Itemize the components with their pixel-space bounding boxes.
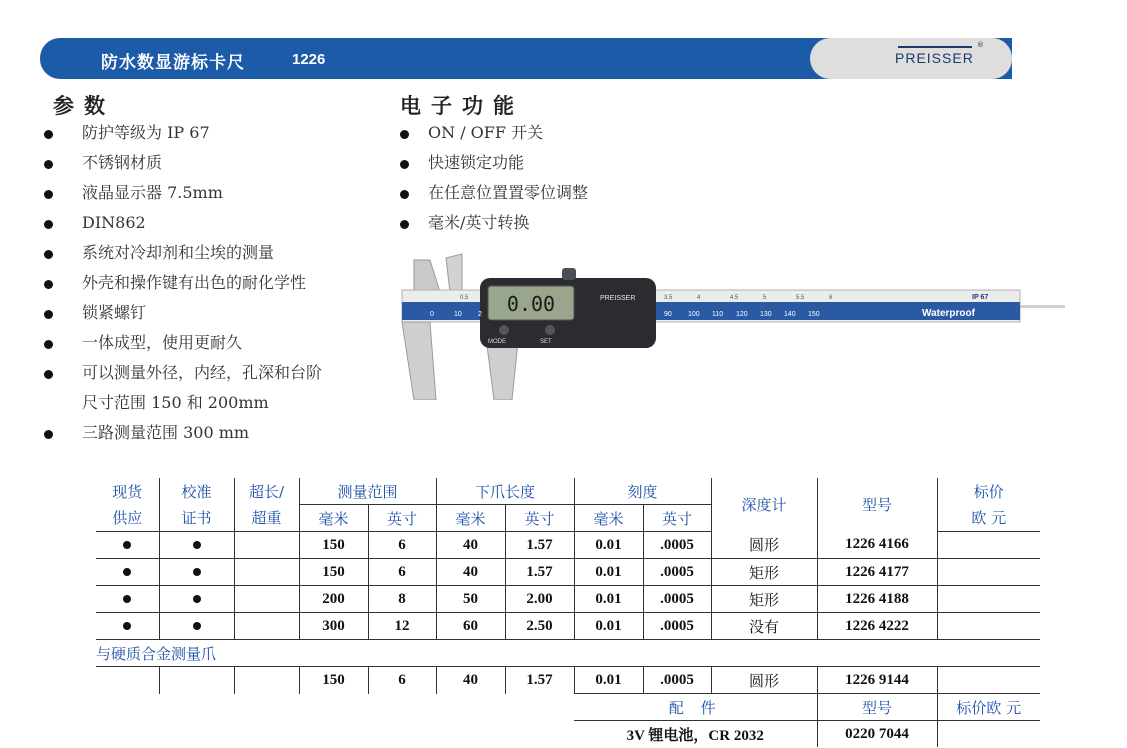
cell-range-inch: 6 — [368, 532, 436, 559]
accessories-price-label: 标价欧 元 — [937, 694, 1040, 721]
cell-res-inch: .0005 — [643, 667, 711, 694]
header-extra: 超长/ — [234, 478, 299, 505]
header-model: 型号 — [817, 478, 937, 532]
list-item: 不锈钢材质 — [40, 148, 322, 178]
list-item: 锁紧螺钉 — [40, 298, 322, 328]
mode-label: MODE — [488, 339, 506, 345]
cell-extra — [234, 559, 299, 586]
depth-rod — [1018, 305, 1065, 308]
cell-res-inch: .0005 — [643, 586, 711, 613]
bullet-icon — [193, 595, 201, 603]
bullet-icon — [400, 220, 409, 229]
list-item: 三路测量范围 300 mm — [40, 418, 322, 448]
cell-res-mm: 0.01 — [574, 559, 643, 586]
list-item: 防护等级为 IP 67 — [40, 118, 322, 148]
cell-jaw-mm: 40 — [436, 667, 505, 694]
cell-res-mm: 0.01 — [574, 532, 643, 559]
cell-extra — [234, 586, 299, 613]
electronics-title: 电子功能 — [400, 93, 524, 118]
accessory-model: 0220 7044 — [817, 721, 937, 748]
cell-range-mm: 150 — [299, 532, 368, 559]
header-price: 标价 — [937, 478, 1040, 505]
lcd-reading: 0.00 — [506, 292, 556, 316]
inch-label: 5 — [763, 295, 767, 301]
header-range-inch: 英寸 — [368, 505, 436, 532]
cell-jaw-mm: 60 — [436, 613, 505, 640]
bullet-icon — [400, 190, 409, 199]
bullet-icon — [44, 310, 53, 319]
header-stock-2: 供应 — [96, 505, 159, 532]
bullet-icon — [44, 130, 53, 139]
cell-stock — [96, 532, 159, 559]
table-row — [96, 532, 1040, 559]
list-item: 快速锁定功能 — [398, 148, 588, 178]
brand-logo — [840, 38, 1012, 79]
cell-price — [937, 586, 1040, 613]
list-item-continuation: 尺寸范围 150 和 200mm — [82, 393, 269, 412]
spec-table — [96, 478, 1040, 747]
bullet-icon — [123, 622, 131, 630]
header-range-mm: 毫米 — [299, 505, 368, 532]
header-jaw: 下爪长度 — [436, 478, 574, 505]
cell-range-inch: 6 — [368, 559, 436, 586]
set-button — [545, 325, 555, 335]
cell-extra — [234, 532, 299, 559]
cell-range-mm: 300 — [299, 613, 368, 640]
cell-calib — [159, 586, 234, 613]
cell-calib — [159, 613, 234, 640]
accessories-model-label: 型号 — [817, 694, 937, 721]
cell-jaw-inch: 2.00 — [505, 586, 574, 613]
list-item: 系统对冷却剂和尘埃的测量 — [40, 238, 322, 268]
list-item: 毫米/英寸转换 — [398, 208, 588, 238]
registered-mark: ® — [977, 41, 984, 49]
bullet-icon — [44, 220, 53, 229]
scale-label: 10 — [454, 311, 462, 318]
bullet-icon — [44, 190, 53, 199]
cell-range-mm: 200 — [299, 586, 368, 613]
bullet-icon — [44, 250, 53, 259]
cell-range-inch: 8 — [368, 586, 436, 613]
list-item: DIN862 — [40, 208, 322, 238]
header-price-2: 欧 元 — [937, 505, 1040, 532]
lower-fixed-jaw — [402, 322, 436, 400]
inch-label: 0.5 — [460, 295, 469, 301]
bullet-icon — [44, 280, 53, 289]
list-item: 一体成型，使用更耐久 — [40, 328, 322, 358]
header-scale: 刻度 — [574, 478, 711, 505]
cell-range-mm: 150 — [299, 559, 368, 586]
header-calib: 校准 — [159, 478, 234, 505]
cell-calib — [159, 532, 234, 559]
inch-label: 6 — [829, 295, 833, 301]
accessory-row — [96, 721, 1040, 748]
scale-label: 120 — [736, 311, 748, 318]
scale-label: 110 — [712, 311, 724, 318]
bullet-icon — [193, 568, 201, 576]
header-jaw-mm: 毫米 — [436, 505, 505, 532]
table-row — [96, 586, 1040, 613]
cell-stock — [96, 559, 159, 586]
cell-depth: 圆形 — [711, 667, 817, 694]
bullet-icon — [44, 160, 53, 169]
header-jaw-inch: 英寸 — [505, 505, 574, 532]
cell-jaw-inch: 1.57 — [505, 559, 574, 586]
bullet-icon — [44, 340, 53, 349]
cell-stock — [96, 613, 159, 640]
inch-label: 3.5 — [664, 295, 673, 301]
cell-jaw-inch: 2.50 — [505, 613, 574, 640]
upper-fixed-jaw — [414, 260, 440, 292]
cell-model: 1226 4166 — [817, 532, 937, 559]
cell-jaw-inch: 1.57 — [505, 532, 574, 559]
table-row — [96, 613, 1040, 640]
ip-label: IP 67 — [972, 294, 989, 301]
product-title: 防水数显游标卡尺 — [101, 53, 245, 73]
cell-depth: 没有 — [711, 613, 817, 640]
bullet-icon — [123, 541, 131, 549]
list-item: 可以测量外径，内经，孔深和台阶 — [40, 358, 322, 388]
cell-price — [937, 613, 1040, 640]
logo-line — [898, 46, 972, 48]
cell-stock — [96, 586, 159, 613]
cell-jaw-mm: 50 — [436, 586, 505, 613]
header-depth: 深度计 — [711, 478, 817, 532]
bullet-icon — [44, 430, 53, 439]
bullet-icon — [400, 160, 409, 169]
cell-res-mm: 0.01 — [574, 613, 643, 640]
cell-model: 1226 9144 — [817, 667, 937, 694]
bullet-icon — [123, 595, 131, 603]
table-row — [96, 667, 1040, 694]
upper-slide-jaw — [446, 254, 462, 292]
caliper-image — [400, 250, 1065, 400]
list-item: 液晶显示器 7.5mm — [40, 178, 322, 208]
accessories-title: 配 件 — [574, 694, 817, 721]
header-range: 测量范围 — [299, 478, 436, 505]
inch-label: 4 — [697, 295, 701, 301]
lock-screw — [562, 268, 576, 280]
set-label: SET — [540, 339, 552, 345]
scale-label: 100 — [688, 311, 700, 318]
bullet-icon — [123, 568, 131, 576]
inch-label: 5.5 — [796, 295, 805, 301]
electronics-list — [398, 118, 588, 238]
cell-depth: 圆形 — [711, 532, 817, 559]
list-item: 在任意位置置零位调整 — [398, 178, 588, 208]
scale-label: 150 — [808, 311, 820, 318]
header-stock: 现货 — [112, 482, 143, 501]
cell-jaw-mm: 40 — [436, 559, 505, 586]
cell-price — [937, 559, 1040, 586]
bullet-icon — [193, 541, 201, 549]
header-scale-inch: 英寸 — [643, 505, 711, 532]
accessory-item: 3V 锂电池，CR 2032 — [574, 721, 817, 748]
cell-range-mm: 150 — [299, 667, 368, 694]
slider-brand: PREISSER — [600, 295, 636, 302]
cell-model: 1226 4188 — [817, 586, 937, 613]
cell-depth: 矩形 — [711, 586, 817, 613]
header-scale-mm: 毫米 — [574, 505, 643, 532]
cell-extra — [234, 613, 299, 640]
table-row — [96, 559, 1040, 586]
params-title: 参数 — [53, 93, 115, 118]
scale-label: 130 — [760, 311, 772, 318]
cell-range-inch: 12 — [368, 613, 436, 640]
scale-label: 140 — [784, 311, 796, 318]
cell-res-mm: 0.01 — [574, 667, 643, 694]
mode-button — [499, 325, 509, 335]
params-list — [40, 118, 322, 448]
bullet-icon — [193, 622, 201, 630]
cell-range-inch: 6 — [368, 667, 436, 694]
cell-res-inch: .0005 — [643, 613, 711, 640]
cell-model: 1226 4177 — [817, 559, 937, 586]
cell-res-inch: .0005 — [643, 532, 711, 559]
cell-res-mm: 0.01 — [574, 586, 643, 613]
inch-label: 4.5 — [730, 295, 739, 301]
cell-calib — [159, 559, 234, 586]
cell-res-inch: .0005 — [643, 559, 711, 586]
cell-jaw-inch: 1.57 — [505, 667, 574, 694]
cell-depth: 矩形 — [711, 559, 817, 586]
waterproof-label: Waterproof — [922, 308, 975, 319]
product-model-number: 1226 — [292, 51, 326, 68]
list-item: ON / OFF 开关 — [398, 118, 588, 148]
carbide-title: 与硬质合金测量爪 — [96, 640, 299, 667]
cell-jaw-mm: 40 — [436, 532, 505, 559]
bullet-icon — [400, 130, 409, 139]
cell-model: 1226 4222 — [817, 613, 937, 640]
cell-price — [937, 532, 1040, 559]
scale-label: 2 — [478, 311, 482, 318]
scale-label: 90 — [664, 311, 672, 318]
header-extra-2: 超重 — [234, 505, 299, 532]
list-item: 外壳和操作键有出色的耐化学性 — [40, 268, 322, 298]
header-calib-2: 证书 — [159, 505, 234, 532]
scale-label: 0 — [430, 311, 434, 318]
brand-name: PREISSER — [895, 50, 974, 66]
bullet-icon — [44, 370, 53, 379]
